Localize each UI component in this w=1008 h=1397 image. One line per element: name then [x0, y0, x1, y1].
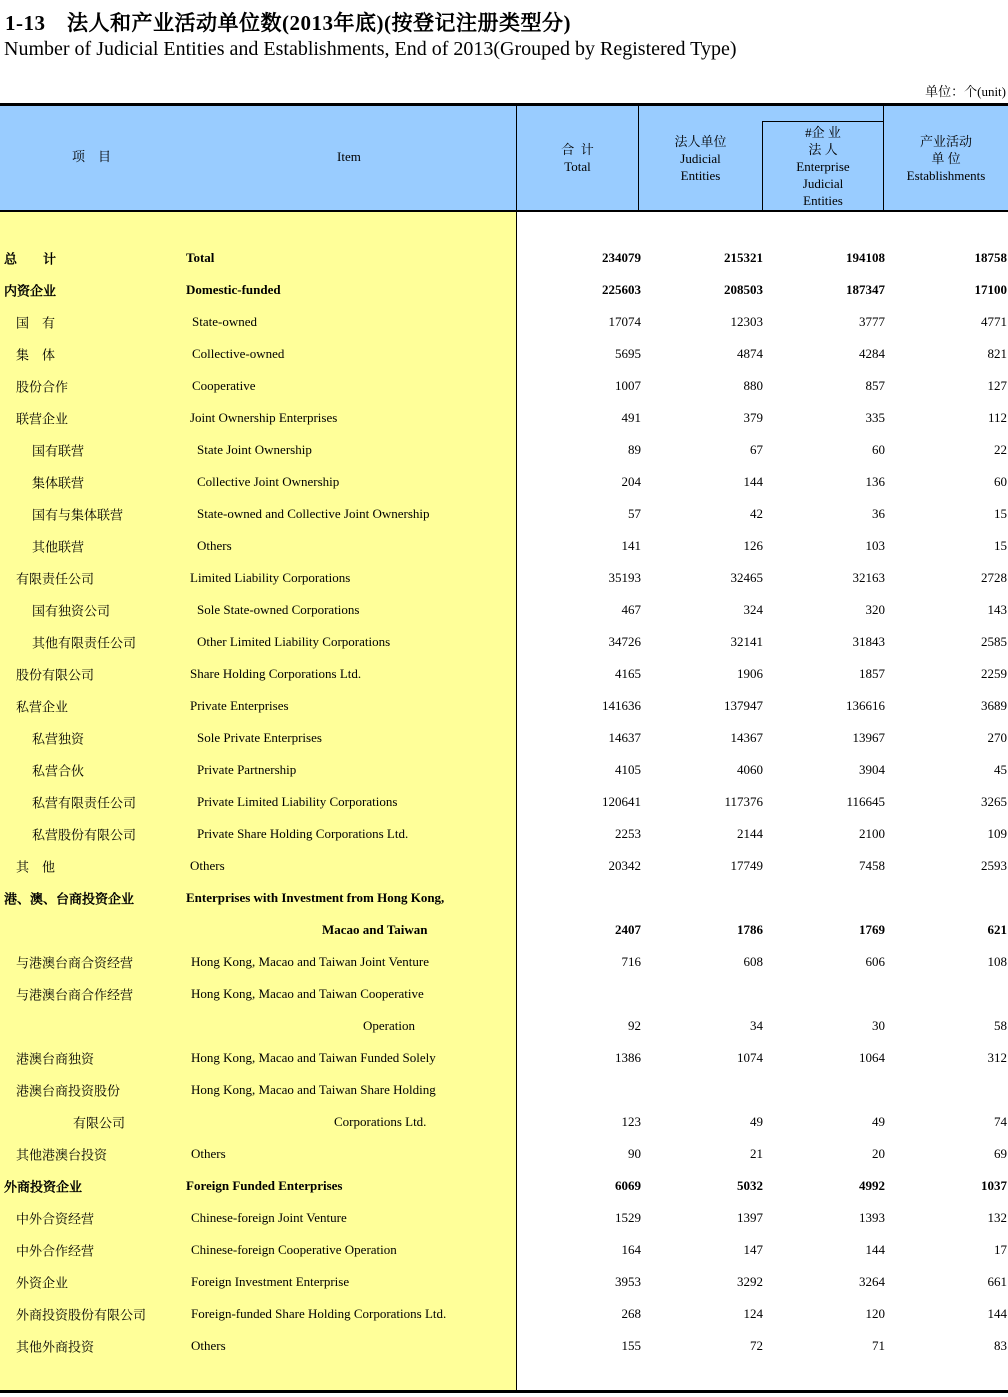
value-cell: 3265 [981, 794, 1007, 809]
value-cell: 17749 [730, 858, 763, 873]
row-label-en: Limited Liability Corporations [190, 570, 351, 585]
value-cell: 69 [994, 1146, 1007, 1161]
row-label-cell [0, 1330, 517, 1362]
row-label-en: State Joint Ownership [197, 442, 312, 457]
row-label-en: Corporations Ltd. [334, 1114, 427, 1129]
value-cell: 1064 [859, 1050, 885, 1065]
row-label-cn: 有限责任公司 [16, 571, 95, 587]
value-cell: 606 [865, 954, 885, 969]
value-cell: 74 [994, 1114, 1007, 1129]
value-cell: 45 [994, 762, 1007, 777]
value-cell: 3953 [615, 1274, 641, 1289]
table-row [0, 882, 1008, 914]
value-cell: 608 [743, 954, 763, 969]
row-label-en: Private Share Holding Corporations Ltd. [197, 826, 409, 841]
row-label-cn: 外商投资股份有限公司 [16, 1307, 147, 1323]
row-label-en: Chinese-foreign Cooperative Operation [191, 1242, 397, 1257]
row-label-cell [0, 882, 517, 914]
row-label-en: State-owned [192, 314, 257, 329]
row-label-cn: 私营企业 [16, 699, 69, 715]
table-row [0, 850, 1008, 882]
table-row [0, 1010, 1008, 1042]
value-cell: 225603 [602, 282, 641, 297]
row-label-cell [0, 1298, 517, 1330]
value-cell: 132 [987, 1210, 1007, 1225]
header-item-column [0, 106, 516, 210]
value-cell: 18758 [974, 250, 1007, 265]
value-cell: 491 [621, 410, 641, 425]
value-cell: 821 [987, 346, 1007, 361]
value-cell: 4165 [615, 666, 641, 681]
row-label-cell [0, 1074, 517, 1106]
value-cell: 17074 [608, 314, 641, 329]
row-label-cell [0, 626, 517, 658]
row-label-cn: 外资企业 [16, 1275, 69, 1291]
table-row [0, 562, 1008, 594]
row-label-cn: 其他有限责任公司 [32, 635, 137, 651]
row-label-cell [0, 786, 517, 818]
row-label-cell [0, 754, 517, 786]
value-cell: 215321 [724, 250, 763, 265]
row-label-cn: 港、澳、台商投资企业 [4, 891, 135, 907]
table-row [0, 594, 1008, 626]
value-cell: 21 [750, 1146, 763, 1161]
header-enterprise-judicial-entities-column [762, 121, 883, 210]
row-label-en: Others [191, 1146, 226, 1161]
value-cell: 112 [987, 410, 1007, 425]
value-cell: 194108 [846, 250, 885, 265]
value-cell: 34 [750, 1018, 763, 1033]
value-cell: 2144 [737, 826, 763, 841]
row-label-en: Others [191, 1338, 226, 1353]
row-label-cell [0, 1138, 517, 1170]
row-label-cell [0, 274, 517, 306]
row-label-en: Private Limited Liability Corporations [197, 794, 398, 809]
header-total-en: Total [564, 159, 591, 174]
row-label-cn: 私营独资 [32, 731, 85, 747]
value-cell: 1007 [615, 378, 641, 393]
value-cell: 17100 [974, 282, 1007, 297]
table-row [0, 658, 1008, 690]
row-label-cell [0, 498, 517, 530]
header-total-column [516, 106, 638, 210]
value-cell: 4771 [981, 314, 1007, 329]
row-label-cell [0, 242, 517, 274]
row-label-en: Collective Joint Ownership [197, 474, 340, 489]
row-label-cn: 私营合伙 [32, 763, 85, 779]
value-cell: 32141 [730, 634, 763, 649]
value-cell: 1857 [859, 666, 885, 681]
row-label-en: Share Holding Corporations Ltd. [190, 666, 362, 681]
value-cell: 49 [750, 1114, 763, 1129]
table-row [0, 242, 1008, 274]
value-cell: 49 [872, 1114, 885, 1129]
header-item-en: Item [337, 149, 361, 164]
row-label-en: Hong Kong, Macao and Taiwan Funded Solely [191, 1050, 436, 1065]
table-row [0, 1138, 1008, 1170]
row-label-cn: 股份有限公司 [16, 667, 95, 683]
value-cell: 1786 [737, 922, 763, 937]
row-label-en: Chinese-foreign Joint Venture [191, 1210, 347, 1225]
value-cell: 234079 [602, 250, 641, 265]
row-label-cell [0, 370, 517, 402]
value-cell: 60 [872, 442, 885, 457]
row-label-cell [0, 466, 517, 498]
row-label-cell [0, 402, 517, 434]
table-row [0, 626, 1008, 658]
value-cell: 31843 [852, 634, 885, 649]
row-label-cell [0, 306, 517, 338]
header-establishments-en: Establishments [906, 167, 986, 183]
row-label-en: Other Limited Liability Corporations [197, 634, 391, 649]
row-label-en: Private Enterprises [190, 698, 289, 713]
value-cell: 320 [865, 602, 885, 617]
value-cell: 90 [628, 1146, 641, 1161]
value-cell: 120 [865, 1306, 885, 1321]
row-label-cn: 港澳台商投资股份 [16, 1083, 121, 1099]
value-cell: 3904 [859, 762, 885, 777]
table-row [0, 786, 1008, 818]
row-label-cell [0, 1010, 517, 1042]
row-label-en: Macao and Taiwan [322, 922, 428, 937]
value-cell: 36 [872, 506, 885, 521]
page-title: 1-13 法人和产业活动单位数(2013年底)(按登记注册类型分) [5, 11, 571, 35]
value-cell: 92 [628, 1018, 641, 1033]
value-cell: 67 [750, 442, 763, 457]
row-label-cell [0, 434, 517, 466]
row-label-en: Hong Kong, Macao and Taiwan Share Holding [191, 1082, 436, 1097]
value-cell: 857 [865, 378, 885, 393]
row-label-cn: 私营有限责任公司 [32, 795, 137, 811]
row-label-cell [0, 690, 517, 722]
table-row [0, 1170, 1008, 1202]
row-label-cn: 国有联营 [32, 443, 85, 459]
row-label-cn: 与港澳台商合作经营 [16, 987, 134, 1003]
value-cell: 155 [621, 1338, 641, 1353]
value-cell: 312 [987, 1050, 1007, 1065]
row-label-cn: 股份合作 [16, 379, 69, 395]
row-label-cn: 外商投资企业 [4, 1179, 83, 1195]
row-label-en: Foreign Funded Enterprises [186, 1178, 343, 1193]
row-label-cell [0, 946, 517, 978]
row-label-cn: 有限公司 [73, 1115, 126, 1131]
value-cell: 17 [994, 1242, 1007, 1257]
row-label-cell [0, 1170, 517, 1202]
value-cell: 103 [865, 538, 885, 553]
unit-label: 单位：个(unit) [925, 84, 1006, 99]
header-enterprise-cn2: 法 人 [808, 141, 838, 157]
row-label-cn: 国有独资公司 [32, 603, 111, 619]
row-label-en: Sole Private Enterprises [197, 730, 322, 745]
header-establishments-cn2: 单 位 [931, 150, 961, 166]
value-cell: 20 [872, 1146, 885, 1161]
table-row [0, 1106, 1008, 1138]
value-cell: 141 [621, 538, 641, 553]
table-row [0, 370, 1008, 402]
header-establishments-cn1: 产业活动 [919, 133, 972, 149]
table-row [0, 498, 1008, 530]
value-cell: 20342 [608, 858, 641, 873]
value-cell: 661 [987, 1274, 1007, 1289]
value-cell: 123 [621, 1114, 641, 1129]
row-label-cn: 中外合资经营 [16, 1211, 95, 1227]
row-label-cn: 国 有 [16, 315, 56, 331]
row-label-cn: 中外合作经营 [16, 1243, 95, 1259]
table-row [0, 1042, 1008, 1074]
value-cell: 4992 [859, 1178, 885, 1193]
value-cell: 270 [987, 730, 1007, 745]
value-cell: 880 [743, 378, 763, 393]
row-label-cell [0, 562, 517, 594]
value-cell: 58 [994, 1018, 1007, 1033]
value-cell: 5032 [737, 1178, 763, 1193]
value-cell: 22 [994, 442, 1007, 457]
table-row [0, 754, 1008, 786]
value-cell: 1529 [615, 1210, 641, 1225]
row-label-cn: 联营企业 [16, 411, 69, 427]
value-cell: 716 [621, 954, 641, 969]
value-cell: 467 [621, 602, 641, 617]
row-label-cell [0, 658, 517, 690]
table-row [0, 1298, 1008, 1330]
header-establishments-column [883, 106, 1008, 210]
row-label-en: Operation [363, 1018, 415, 1033]
table-row [0, 1202, 1008, 1234]
table-row [0, 1234, 1008, 1266]
value-cell: 126 [743, 538, 763, 553]
row-label-cell [0, 1202, 517, 1234]
value-cell: 141636 [602, 698, 641, 713]
row-label-cn: 其他外商投资 [16, 1339, 95, 1355]
value-cell: 268 [621, 1306, 641, 1321]
table-row [0, 914, 1008, 946]
header-enterprise-en3: Entities [803, 192, 843, 208]
row-label-cell [0, 338, 517, 370]
header-judicial-en2: Entities [680, 167, 721, 183]
value-cell: 1393 [859, 1210, 885, 1225]
row-label-en: Hong Kong, Macao and Taiwan Joint Venture [191, 954, 429, 969]
table-row [0, 274, 1008, 306]
value-cell: 117376 [724, 794, 763, 809]
header-enterprise-en2: Judicial [802, 175, 844, 191]
table-header [0, 106, 1008, 212]
table-row [0, 1266, 1008, 1298]
value-cell: 4874 [737, 346, 763, 361]
value-cell: 34726 [608, 634, 641, 649]
row-label-en: Sole State-owned Corporations [197, 602, 360, 617]
table-row [0, 1330, 1008, 1362]
row-label-en: Others [190, 858, 225, 873]
table-row [0, 434, 1008, 466]
value-cell: 12303 [730, 314, 763, 329]
value-cell: 14367 [730, 730, 763, 745]
header-total-cn: 合 计 [561, 142, 594, 157]
value-cell: 72 [750, 1338, 763, 1353]
value-cell: 1037 [981, 1178, 1007, 1193]
row-label-cell [0, 594, 517, 626]
value-cell: 147 [743, 1242, 763, 1257]
row-label-en: Joint Ownership Enterprises [190, 410, 338, 425]
row-label-cell [0, 1106, 517, 1138]
value-cell: 32465 [730, 570, 763, 585]
value-cell: 379 [743, 410, 763, 425]
row-label-cn: 私营股份有限公司 [32, 827, 137, 843]
value-cell: 57 [628, 506, 641, 521]
table-row [0, 1074, 1008, 1106]
table-row [0, 402, 1008, 434]
row-label-cell [0, 850, 517, 882]
value-cell: 335 [865, 410, 885, 425]
value-cell: 7458 [859, 858, 885, 873]
statistics-table [0, 103, 1008, 1393]
value-cell: 3689 [981, 698, 1007, 713]
value-cell: 6069 [615, 1178, 641, 1193]
value-cell: 83 [994, 1338, 1007, 1353]
row-label-cell [0, 1042, 517, 1074]
value-cell: 144 [987, 1306, 1007, 1321]
value-cell: 136 [865, 474, 885, 489]
row-label-en: Total [186, 250, 215, 265]
value-cell: 2728 [981, 570, 1007, 585]
value-cell: 15 [994, 538, 1007, 553]
header-judicial-cn: 法人单位 [674, 133, 727, 149]
header-item-cn: 项 目 [72, 149, 112, 164]
value-cell: 621 [987, 922, 1007, 937]
row-label-cn: 总 计 [4, 251, 57, 267]
value-cell: 32163 [852, 570, 885, 585]
row-label-cell [0, 978, 517, 1010]
row-label-en: Hong Kong, Macao and Taiwan Cooperative [191, 986, 424, 1001]
row-label-cell [0, 530, 517, 562]
row-label-cn: 集 体 [16, 347, 56, 363]
value-cell: 42 [750, 506, 763, 521]
row-label-en: Others [197, 538, 232, 553]
value-cell: 144 [743, 474, 763, 489]
row-label-cell [0, 1234, 517, 1266]
value-cell: 13967 [852, 730, 885, 745]
row-label-cn: 其他港澳台投资 [16, 1147, 108, 1163]
table-row [0, 722, 1008, 754]
value-cell: 60 [994, 474, 1007, 489]
row-label-cell [0, 818, 517, 850]
value-cell: 3777 [859, 314, 885, 329]
row-label-en: Cooperative [192, 378, 256, 393]
value-cell: 1386 [615, 1050, 641, 1065]
value-cell: 5695 [615, 346, 641, 361]
value-cell: 143 [987, 602, 1007, 617]
row-label-cn: 其 他 [16, 859, 56, 875]
value-cell: 108 [987, 954, 1007, 969]
row-label-en: Foreign Investment Enterprise [191, 1274, 350, 1289]
table-body [0, 212, 1008, 1390]
header-enterprise-en1: Enterprise [796, 158, 850, 174]
value-cell: 187347 [846, 282, 885, 297]
value-cell: 116645 [846, 794, 885, 809]
value-cell: 127 [987, 378, 1007, 393]
value-cell: 2407 [615, 922, 641, 937]
value-cell: 71 [872, 1338, 885, 1353]
table-row [0, 306, 1008, 338]
row-label-cn: 其他联营 [32, 539, 85, 555]
value-cell: 1769 [859, 922, 885, 937]
value-cell: 124 [743, 1306, 763, 1321]
table-row [0, 946, 1008, 978]
value-cell: 164 [621, 1242, 641, 1257]
table-row [0, 978, 1008, 1010]
table-row [0, 690, 1008, 722]
value-cell: 144 [865, 1242, 885, 1257]
value-cell: 136616 [846, 698, 885, 713]
value-cell: 15 [994, 506, 1007, 521]
value-cell: 208503 [724, 282, 763, 297]
row-label-cell [0, 1266, 517, 1298]
table-row [0, 338, 1008, 370]
value-cell: 2585 [981, 634, 1007, 649]
row-label-en: Private Partnership [197, 762, 297, 777]
value-cell: 137947 [724, 698, 763, 713]
header-judicial-entities-column [638, 106, 762, 210]
value-cell: 4060 [737, 762, 763, 777]
value-cell: 204 [621, 474, 641, 489]
value-cell: 3264 [859, 1274, 885, 1289]
row-label-en: Foreign-funded Share Holding Corporations Ltd. [191, 1306, 447, 1321]
value-cell: 1906 [737, 666, 763, 681]
value-cell: 89 [628, 442, 641, 457]
value-cell: 4105 [615, 762, 641, 777]
value-cell: 4284 [859, 346, 885, 361]
value-cell: 1074 [737, 1050, 763, 1065]
header-judicial-en1: Judicial [680, 150, 721, 166]
header-enterprise-cn1: #企 业 [805, 124, 841, 140]
value-cell: 1397 [737, 1210, 763, 1225]
value-cell: 14637 [608, 730, 641, 745]
table-row [0, 466, 1008, 498]
row-label-en: Collective-owned [192, 346, 285, 361]
row-label-cn: 港澳台商独资 [16, 1051, 95, 1067]
row-label-cn: 集体联营 [32, 475, 85, 491]
row-label-cell [0, 722, 517, 754]
row-label-en: Enterprises with Investment from Hong Kong, [186, 890, 445, 905]
value-cell: 2593 [981, 858, 1007, 873]
row-label-cn: 与港澳台商合资经营 [16, 955, 134, 971]
table-row [0, 530, 1008, 562]
row-label-cn: 国有与集体联营 [32, 507, 124, 523]
row-label-en: State-owned and Collective Joint Ownership [197, 506, 430, 521]
row-label-en: Domestic-funded [186, 282, 281, 297]
value-cell: 2259 [981, 666, 1007, 681]
value-cell: 3292 [737, 1274, 763, 1289]
value-cell: 2253 [615, 826, 641, 841]
row-label-cn: 内资企业 [4, 283, 57, 299]
value-cell: 2100 [859, 826, 885, 841]
value-cell: 324 [743, 602, 763, 617]
page-subtitle: Number of Judicial Entities and Establishments, End of 2013(Grouped by Registered Type) [4, 38, 737, 60]
value-cell: 120641 [602, 794, 641, 809]
row-label-cell [0, 914, 517, 946]
table-row [0, 818, 1008, 850]
value-cell: 30 [872, 1018, 885, 1033]
value-cell: 109 [987, 826, 1007, 841]
value-cell: 35193 [608, 570, 641, 585]
